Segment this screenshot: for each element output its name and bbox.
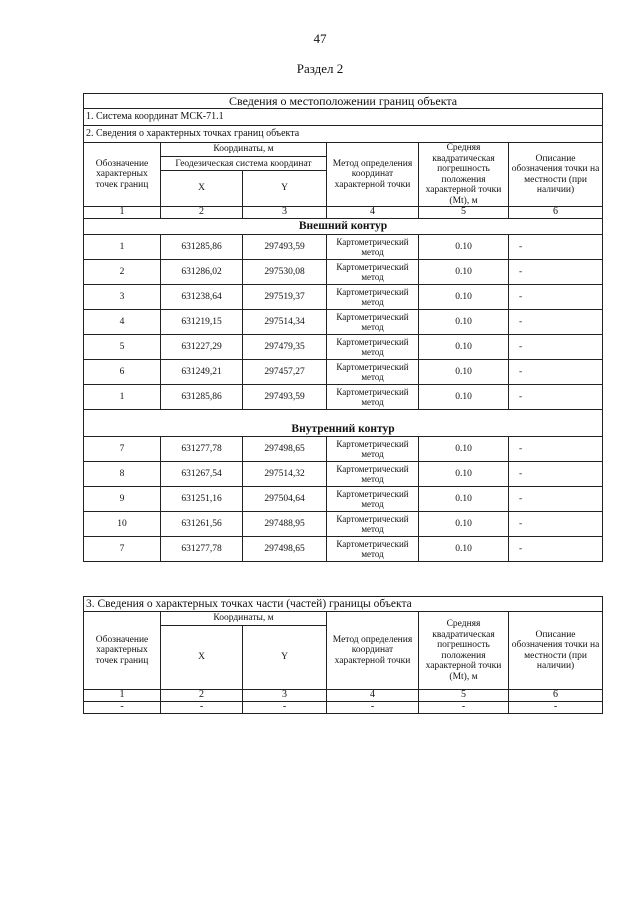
point-description: - bbox=[509, 360, 603, 385]
method: Картометрический метод bbox=[327, 360, 419, 385]
method: Картометрический метод bbox=[327, 537, 419, 562]
coordinate-x: 631238,64 bbox=[161, 285, 243, 310]
accuracy: 0.10 bbox=[419, 335, 509, 360]
inner-contour-rows bbox=[84, 437, 603, 562]
column-number: 2 bbox=[161, 207, 243, 219]
point-description: - bbox=[509, 285, 603, 310]
point-description: - bbox=[509, 512, 603, 537]
column-number: 1 bbox=[84, 690, 161, 702]
column-number: 2 bbox=[161, 690, 243, 702]
column-number: 6 bbox=[509, 207, 603, 219]
header-y: Y bbox=[243, 626, 327, 690]
coordinate-y: 297488,95 bbox=[243, 512, 327, 537]
header-designation: Обозначение характерных точек границ bbox=[84, 612, 161, 690]
coordinate-x: 631251,16 bbox=[161, 487, 243, 512]
point-description: - bbox=[509, 235, 603, 260]
coordinate-y: 297479,35 bbox=[243, 335, 327, 360]
coordinate-x: 631285,86 bbox=[161, 235, 243, 260]
boundary-location-table bbox=[83, 93, 603, 562]
header-geodetic-system: Геодезическая система координат bbox=[161, 157, 327, 171]
empty-cell: - bbox=[84, 702, 161, 714]
point-description: - bbox=[509, 335, 603, 360]
coordinate-system: 1. Система координат МСК-71.1 bbox=[84, 109, 603, 126]
coordinate-y: 297504,64 bbox=[243, 487, 327, 512]
point-designation: 5 bbox=[84, 335, 161, 360]
point-description: - bbox=[509, 385, 603, 410]
coordinate-x: 631285,86 bbox=[161, 385, 243, 410]
coordinate-y: 297514,32 bbox=[243, 462, 327, 487]
column-number: 4 bbox=[327, 690, 419, 702]
point-description: - bbox=[509, 310, 603, 335]
accuracy: 0.10 bbox=[419, 360, 509, 385]
header-coordinates: Координаты, м bbox=[161, 612, 327, 626]
table-row bbox=[84, 335, 603, 360]
table-title: Сведения о местоположении границ объекта bbox=[84, 94, 603, 109]
table-row bbox=[84, 462, 603, 487]
method: Картометрический метод bbox=[327, 437, 419, 462]
column-number: 6 bbox=[509, 690, 603, 702]
method: Картометрический метод bbox=[327, 335, 419, 360]
accuracy: 0.10 bbox=[419, 437, 509, 462]
table-row bbox=[84, 385, 603, 410]
point-designation: 10 bbox=[84, 512, 161, 537]
header-designation: Обозначение характерных точек границ bbox=[84, 143, 161, 207]
coordinate-y: 297498,65 bbox=[243, 437, 327, 462]
point-designation: 8 bbox=[84, 462, 161, 487]
method: Картометрический метод bbox=[327, 512, 419, 537]
outer-contour-label: Внешний контур bbox=[84, 219, 603, 235]
empty-cell: - bbox=[509, 702, 603, 714]
method: Картометрический метод bbox=[327, 385, 419, 410]
page-number: 47 bbox=[313, 31, 327, 46]
coordinate-x: 631219,15 bbox=[161, 310, 243, 335]
column-number: 1 bbox=[84, 207, 161, 219]
coordinate-y: 297530,08 bbox=[243, 260, 327, 285]
coordinate-y: 297493,59 bbox=[243, 235, 327, 260]
table-row bbox=[84, 260, 603, 285]
point-description: - bbox=[509, 437, 603, 462]
table-row bbox=[84, 360, 603, 385]
outer-contour-rows bbox=[84, 235, 603, 410]
inner-contour-label: Внутренний контур bbox=[84, 410, 603, 437]
header-accuracy: Средняя квадратическая погрешность положения характерной точки (Mt), м bbox=[419, 143, 509, 207]
coordinate-x: 631249,21 bbox=[161, 360, 243, 385]
header-description: Описание обозначения точки на местности (при наличии) bbox=[509, 612, 603, 690]
header-x: X bbox=[161, 626, 243, 690]
table-row bbox=[84, 512, 603, 537]
point-designation: 9 bbox=[84, 487, 161, 512]
table-row bbox=[84, 487, 603, 512]
column-number: 5 bbox=[419, 690, 509, 702]
table-row bbox=[84, 310, 603, 335]
coordinate-y: 297498,65 bbox=[243, 537, 327, 562]
coordinate-x: 631267,54 bbox=[161, 462, 243, 487]
accuracy: 0.10 bbox=[419, 260, 509, 285]
point-designation: 1 bbox=[84, 235, 161, 260]
coordinate-x: 631277,78 bbox=[161, 437, 243, 462]
point-description: - bbox=[509, 462, 603, 487]
accuracy: 0.10 bbox=[419, 512, 509, 537]
accuracy: 0.10 bbox=[419, 310, 509, 335]
accuracy: 0.10 bbox=[419, 487, 509, 512]
point-description: - bbox=[509, 487, 603, 512]
coordinate-y: 297514,34 bbox=[243, 310, 327, 335]
point-designation: 3 bbox=[84, 285, 161, 310]
coordinate-y: 297493,59 bbox=[243, 385, 327, 410]
header-y: Y bbox=[243, 171, 327, 207]
table-row bbox=[84, 235, 603, 260]
table-row bbox=[84, 537, 603, 562]
header-x: X bbox=[161, 171, 243, 207]
point-description: - bbox=[509, 537, 603, 562]
section-title: Раздел 2 bbox=[296, 61, 344, 76]
header-coordinates: Координаты, м bbox=[161, 143, 327, 157]
coordinate-x: 631227,29 bbox=[161, 335, 243, 360]
method: Картометрический метод bbox=[327, 260, 419, 285]
method: Картометрический метод bbox=[327, 462, 419, 487]
point-designation: 6 bbox=[84, 360, 161, 385]
coordinate-x: 631286,02 bbox=[161, 260, 243, 285]
point-designation: 7 bbox=[84, 437, 161, 462]
part-points-title: 3. Сведения о характерных точках части (частей) границы объекта bbox=[84, 597, 603, 612]
accuracy: 0.10 bbox=[419, 462, 509, 487]
method: Картометрический метод bbox=[327, 487, 419, 512]
column-number: 3 bbox=[243, 690, 327, 702]
point-designation: 2 bbox=[84, 260, 161, 285]
accuracy: 0.10 bbox=[419, 285, 509, 310]
boundary-part-points-table bbox=[83, 596, 603, 714]
point-designation: 1 bbox=[84, 385, 161, 410]
accuracy: 0.10 bbox=[419, 537, 509, 562]
column-number: 5 bbox=[419, 207, 509, 219]
table-row bbox=[84, 437, 603, 462]
coordinate-x: 631261,56 bbox=[161, 512, 243, 537]
empty-cell: - bbox=[161, 702, 243, 714]
header-method: Метод определения координат характерной точки bbox=[327, 143, 419, 207]
method: Картометрический метод bbox=[327, 285, 419, 310]
coordinate-x: 631277,78 bbox=[161, 537, 243, 562]
point-designation: 4 bbox=[84, 310, 161, 335]
table-row bbox=[84, 285, 603, 310]
method: Картометрический метод bbox=[327, 310, 419, 335]
empty-cell: - bbox=[327, 702, 419, 714]
point-description: - bbox=[509, 260, 603, 285]
column-number: 4 bbox=[327, 207, 419, 219]
coordinate-y: 297519,37 bbox=[243, 285, 327, 310]
empty-cell: - bbox=[419, 702, 509, 714]
accuracy: 0.10 bbox=[419, 235, 509, 260]
point-designation: 7 bbox=[84, 537, 161, 562]
header-method: Метод определения координат характерной точки bbox=[327, 612, 419, 690]
empty-cell: - bbox=[243, 702, 327, 714]
column-number: 3 bbox=[243, 207, 327, 219]
header-description: Описание обозначения точки на местности (при наличии) bbox=[509, 143, 603, 207]
accuracy: 0.10 bbox=[419, 385, 509, 410]
method: Картометрический метод bbox=[327, 235, 419, 260]
header-accuracy: Средняя квадратическая погрешность положения характерной точки (Mt), м bbox=[419, 612, 509, 690]
coordinate-y: 297457,27 bbox=[243, 360, 327, 385]
points-title: 2. Сведения о характерных точках границ объекта bbox=[84, 126, 603, 143]
